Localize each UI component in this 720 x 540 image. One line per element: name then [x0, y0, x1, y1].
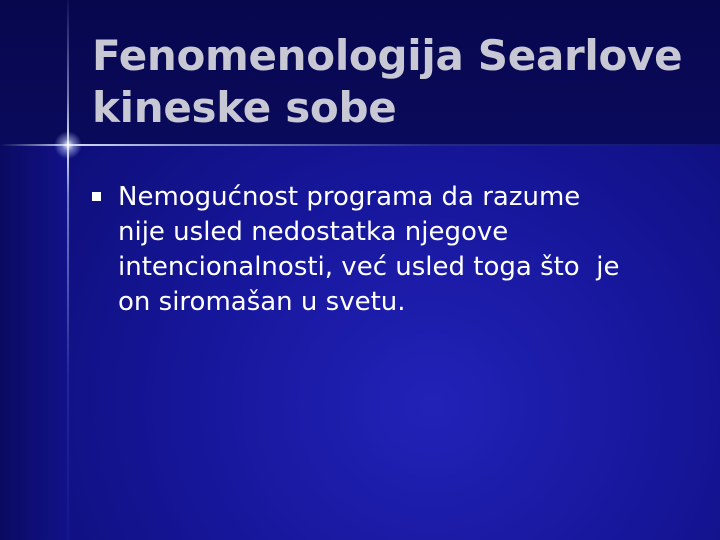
bullet-text-line: nije usled nedostatka njegove	[118, 217, 509, 247]
slide-title: Fenomenologija Searlove kineske sobe	[92, 31, 683, 132]
bullet-list	[92, 180, 692, 320]
bullet-text-line: Nemogućnost programa da razume	[118, 182, 581, 212]
sparkle-horizontal-line	[0, 144, 720, 146]
left-band	[0, 146, 70, 540]
bullet-text-line: intencionalnosti, već usled toga što je	[118, 252, 620, 282]
bullet-text-line: on siromašan u svetu.	[118, 287, 406, 317]
list-item	[92, 180, 692, 320]
sparkle-vertical-line	[67, 0, 69, 540]
square-bullet-icon	[92, 192, 101, 201]
sparkle-star-icon	[54, 131, 82, 159]
